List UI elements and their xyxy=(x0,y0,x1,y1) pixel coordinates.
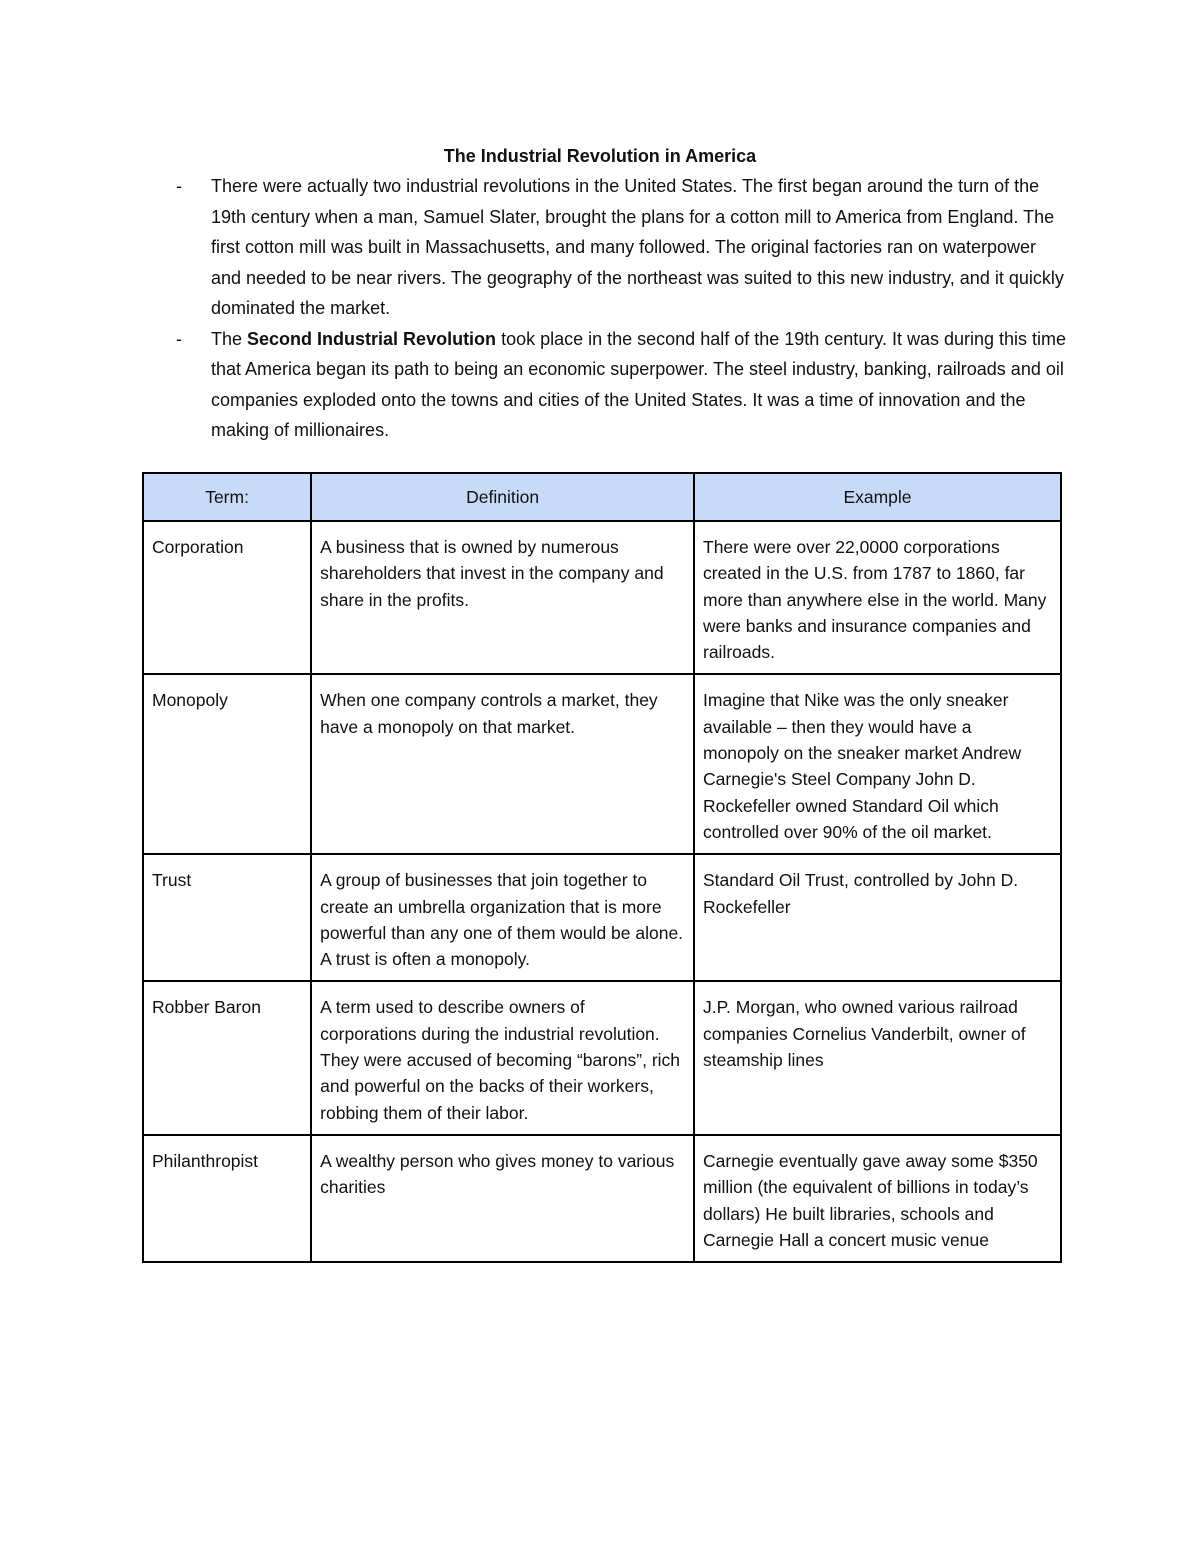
example-cell xyxy=(694,1135,1061,1262)
definition-text: A term used to describe owners of corporations during the industrial revolution. They were accused of becoming “barons”, rich and powerful on the backs of their workers, robbing them of their labor. xyxy=(320,997,681,1123)
terms-table xyxy=(142,472,1062,1263)
example-cell xyxy=(694,854,1061,981)
header-example: Example xyxy=(694,473,1061,521)
example-text: There were over 22,0000 corporations created in the U.S. from 1787 to 1860, far more than anywhere else in the world. Many were banks and insurance companies and railroads. xyxy=(703,537,1047,663)
example-text: Imagine that Nike was the only sneaker available – then they would have a monopoly on the sneaker market Andrew Carnegie's Steel Company John D. Rockefeller owned Standard Oil which controlled over 90% of the oil market. xyxy=(703,690,1022,842)
page-title: The Industrial Revolution in America xyxy=(443,146,757,166)
header-definition: Definition xyxy=(311,473,694,521)
definition-cell xyxy=(311,521,694,674)
example-text: Standard Oil Trust, controlled by John D. Rockefeller xyxy=(703,870,1019,917)
bullet-dash: - xyxy=(176,328,182,349)
bullet-bold-term: Second Industrial Revolution xyxy=(247,328,497,349)
definition-cell xyxy=(311,1135,694,1262)
table-row xyxy=(143,981,1061,1134)
term-cell: Corporation xyxy=(143,521,311,674)
example-cell xyxy=(694,521,1061,674)
table-row xyxy=(143,1135,1061,1262)
bullet-text: There were actually two industrial revolutions in the United States. The first began around the turn of the 19th century when a man, Samuel Slater, brought the plans for a cotton mill to America from England. The first cotton mill was built in Massachusetts, and many followed. The original factories ran on waterpower and needed to be near rivers. The geography of the northeast was suited to this new industry, and it quickly dominated the market. xyxy=(211,176,1064,318)
definition-text: A wealthy person who gives money to various charities xyxy=(320,1150,675,1198)
definition-cell xyxy=(311,674,694,854)
term-cell: Monopoly xyxy=(143,674,311,854)
example-text: J.P. Morgan, who owned various railroad companies Cornelius Vanderbilt, owner of steamship lines xyxy=(703,997,1026,1071)
term-cell: Robber Baron xyxy=(143,981,311,1134)
definition-text: When one company controls a market, they have a monopoly on that market. xyxy=(320,690,658,737)
table-header-row xyxy=(143,473,1061,521)
term-cell: Trust xyxy=(143,854,311,981)
table-row xyxy=(143,521,1061,674)
definition-text: A trust is often a monopoly. xyxy=(320,949,530,970)
bullet-text-pre: The xyxy=(211,328,248,349)
table-row xyxy=(143,854,1061,981)
example-text: Carnegie eventually gave away some $350 million (the equivalent of billions in today’s dollars) He built libraries, schools and Carnegie Hall a concert music venue xyxy=(703,1150,1038,1250)
bullet-first-revolution xyxy=(170,171,1070,324)
definition-cell xyxy=(311,981,694,1134)
bullet-dash: - xyxy=(176,176,182,196)
intro-bullet-list xyxy=(170,171,1070,446)
header-term: Term: xyxy=(143,473,311,521)
term-cell: Philanthropist xyxy=(143,1135,311,1262)
definition-cell xyxy=(311,854,694,981)
bullet-text-post: took place in the second half of the 19th century. It was during this time that America began its path to being an economic superpower. The steel industry, banking, railroads and oil companies exploded onto the towns and cities of the United States. It was a time of innovation and the making of millionaires. xyxy=(211,328,1067,440)
bullet-second-revolution xyxy=(170,324,1070,446)
example-cell xyxy=(694,674,1061,854)
definition-text: A group of businesses that join together to create an umbrella organization that is more powerful than any one of them would be alone. xyxy=(320,870,684,943)
table-row xyxy=(143,674,1061,854)
definition-text: A business that is owned by numerous shareholders that invest in the company and share in the profits. xyxy=(320,537,664,610)
example-cell xyxy=(694,981,1061,1134)
